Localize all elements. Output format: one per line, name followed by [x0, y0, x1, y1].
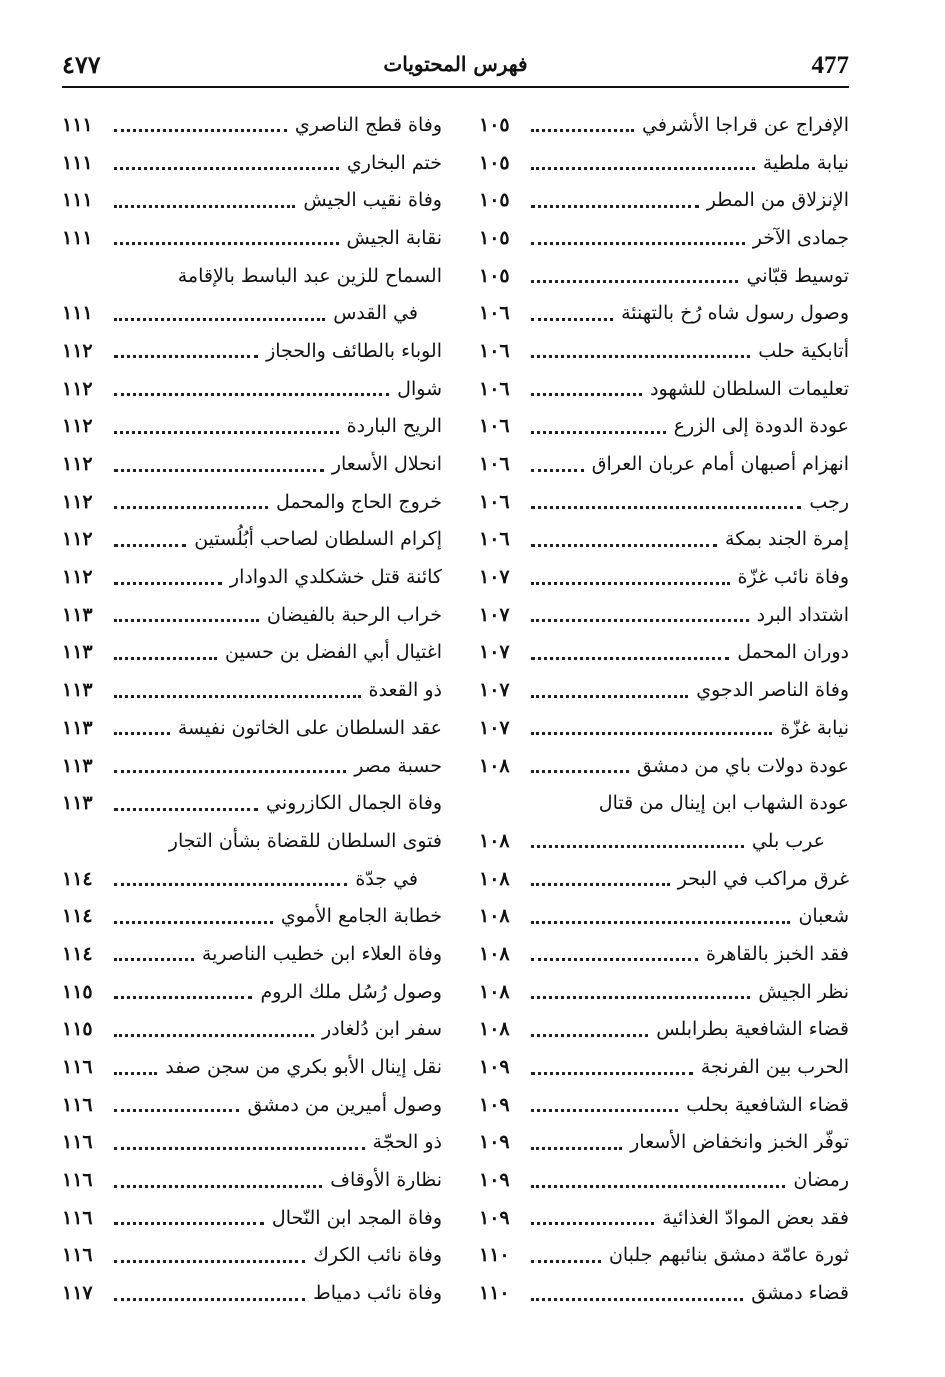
toc-entry: [62, 106, 442, 144]
toc-entry-page-number: ١١٢: [62, 528, 93, 551]
toc-entry-title: نيابة ملطية: [762, 151, 849, 174]
dot-leader: [114, 695, 361, 698]
toc-entry-title: اشتداد البرد: [756, 603, 849, 626]
toc-entry-page-number: ١١٤: [62, 905, 93, 928]
dot-leader: [114, 883, 347, 886]
toc-entry-title: جمادى الآخر: [752, 226, 849, 249]
toc-entry: [62, 1011, 442, 1049]
dot-leader: [531, 1298, 743, 1301]
dot-leader: [531, 619, 749, 622]
toc-column-right: [479, 106, 849, 1312]
toc-entry-title: في القدس: [333, 302, 418, 325]
toc-entry-page-number: ١٠٧: [479, 679, 510, 702]
toc-entry-page-number: ١٠٩: [479, 1169, 510, 1192]
toc-entry-page-number: ١٠٧: [479, 566, 510, 589]
toc-entry-page-number: ١٠٦: [479, 302, 510, 325]
dot-leader: [531, 280, 738, 283]
dot-leader: [531, 393, 642, 396]
toc-entry-page-number: ١١٢: [62, 453, 93, 476]
page-number-latin: 477: [811, 52, 849, 79]
toc-entry-title: كائنة قتل خشكلدي الدوادار: [229, 566, 442, 589]
toc-column-left: [62, 106, 442, 1312]
dot-leader: [114, 506, 268, 509]
dot-leader: [114, 770, 346, 773]
dot-leader: [114, 167, 339, 170]
toc-entry: [62, 257, 442, 295]
toc-entry: [479, 483, 849, 521]
toc-entry-page-number: ١١٢: [62, 415, 93, 438]
toc-entry: [479, 257, 849, 295]
toc-entry: [62, 294, 442, 332]
dot-leader: [531, 1072, 693, 1075]
toc-entry-page-number: ١١٠: [479, 1244, 510, 1267]
toc-entry-page-number: ١٠٧: [479, 641, 510, 664]
toc-entry: [479, 1086, 849, 1124]
toc-entry: [479, 294, 849, 332]
dot-leader: [114, 1034, 314, 1037]
toc-entry: [479, 897, 849, 935]
toc-entry-page-number: ١٠٦: [479, 415, 510, 438]
toc-entry-page-number: ١٠٦: [479, 453, 510, 476]
dot-leader: [114, 1147, 365, 1150]
dot-leader: [114, 1109, 239, 1112]
toc-entry-page-number: ١٠٥: [479, 226, 510, 249]
dot-leader: [114, 242, 339, 245]
toc-entry-page-number: ١٠٨: [479, 754, 510, 777]
toc-entry: [479, 181, 849, 219]
dot-leader: [531, 167, 755, 170]
toc-entry-title: نقل إينال الأبو بكري من سجن صفد: [165, 1056, 442, 1079]
toc-entry: [62, 408, 442, 446]
toc-entry-page-number: ١٠٦: [479, 490, 510, 513]
toc-entry-title: وصول رسول شاه رُخ بالتهنئة: [621, 302, 849, 325]
dot-leader: [114, 1222, 264, 1225]
toc-entry-page-number: ١١١: [62, 113, 93, 136]
toc-entry-title: قضاء الشافعية بطرابلس: [656, 1018, 849, 1041]
toc-entry-page-number: ١١١: [62, 226, 93, 249]
toc-entry-title: قضاء دمشق: [751, 1282, 849, 1305]
toc-entry: [62, 558, 442, 596]
dot-leader: [114, 732, 170, 735]
toc-entry-page-number: ١١٧: [62, 1282, 93, 1305]
toc-entry-page-number: ١١٢: [62, 490, 93, 513]
dot-leader: [531, 996, 750, 999]
dot-leader: [531, 242, 745, 245]
dot-leader: [114, 657, 217, 660]
toc-entry-page-number: ١١٤: [62, 942, 93, 965]
toc-entry-title: سفر ابن دُلغادر: [322, 1018, 442, 1041]
toc-entry-title: ختم البخاري: [346, 151, 442, 174]
toc-entry-page-number: ١١٣: [62, 792, 93, 815]
toc-entry: [62, 483, 442, 521]
toc-entry-page-number: ١١٦: [62, 1169, 93, 1192]
dot-leader: [114, 921, 273, 924]
toc-entry: [479, 106, 849, 144]
toc-entry: [479, 370, 849, 408]
toc-entry-page-number: ١١٦: [62, 1093, 93, 1116]
toc-entry: [479, 784, 849, 822]
toc-entry: [62, 1237, 442, 1275]
toc-entry-title: عودة الدودة إلى الزرع: [673, 415, 849, 438]
toc-entry-page-number: ١٠٨: [479, 942, 510, 965]
toc-entry-title: غرق مراكب في البحر: [677, 867, 849, 890]
toc-entry: [62, 973, 442, 1011]
toc-entry-title: عودة دولات باي من دمشق: [636, 754, 849, 777]
toc-entry-title: تعليمات السلطان للشهود: [650, 377, 849, 400]
dot-leader: [531, 1109, 678, 1112]
toc-entry-title: في جدّة: [355, 867, 418, 890]
toc-entry-page-number: ١١١: [62, 151, 93, 174]
toc-entry-page-number: ١١٥: [62, 980, 93, 1003]
toc-entry: [479, 1011, 849, 1049]
dot-leader: [114, 205, 295, 208]
toc-entry-title: نظارة الأوقاف: [330, 1169, 442, 1192]
toc-entry: [479, 219, 849, 257]
toc-entry-title: وفاة قطج الناصري: [294, 113, 442, 136]
toc-entry-page-number: ١٠٦: [479, 528, 510, 551]
toc-entry-title: نيابة غزّة: [780, 716, 849, 739]
page-title: فهرس المحتويات: [383, 52, 528, 76]
toc-entry-page-number: ١١٤: [62, 867, 93, 890]
toc-entry-title: وفاة العلاء ابن خطيب الناصرية: [201, 942, 442, 965]
toc-entry: [62, 747, 442, 785]
dot-leader: [531, 845, 744, 848]
dot-leader: [531, 695, 688, 698]
toc-entry-page-number: ١٠٥: [479, 189, 510, 212]
toc-entry-page-number: ١١٦: [62, 1244, 93, 1267]
dot-leader: [114, 582, 222, 585]
dot-leader: [531, 506, 801, 509]
toc-entry: [479, 709, 849, 747]
toc-entry-title: رجب: [809, 490, 849, 513]
toc-entry-title: ثورة عامّة دمشق بنائبهم جلبان: [608, 1244, 849, 1267]
toc-entry: [62, 144, 442, 182]
toc-entry-title: الحرب بين الفرنجة: [700, 1056, 849, 1079]
toc-entry-title: فقد الخبز بالقاهرة: [705, 942, 849, 965]
toc-entry-page-number: ١٠٩: [479, 1093, 510, 1116]
toc-entry: [62, 1274, 442, 1312]
toc-entry: [479, 1274, 849, 1312]
toc-entry: [62, 181, 442, 219]
toc-entry-page-number: ١٠٥: [479, 151, 510, 174]
toc-entry: [62, 860, 442, 898]
dot-leader: [114, 129, 287, 132]
toc-entry-title: دوران المحمل: [737, 641, 849, 664]
toc-entry: [479, 596, 849, 634]
toc-entry-title: وفاة نائب الكرك: [313, 1244, 442, 1267]
toc-entry-page-number: ١١٢: [62, 377, 93, 400]
toc-entry-page-number: ١١٣: [62, 716, 93, 739]
toc-entry-title: وفاة نائب دمياط: [313, 1282, 442, 1305]
toc-entry: [479, 1161, 849, 1199]
toc-entry-page-number: ١١٣: [62, 641, 93, 664]
dot-leader: [114, 958, 194, 961]
dot-leader: [531, 883, 670, 886]
toc-entry-title: عودة الشهاب ابن إينال من قتال: [598, 792, 849, 815]
toc-entry: [479, 1048, 849, 1086]
toc-entry-title: وفاة الناصر الدجوي: [696, 679, 849, 702]
toc-entry: [62, 1199, 442, 1237]
toc-entry-title: انهزام أصبهان أمام عربان العراق: [591, 453, 849, 476]
dot-leader: [114, 469, 324, 472]
dot-leader: [531, 129, 634, 132]
dot-leader: [531, 582, 730, 585]
toc-entry: [479, 1199, 849, 1237]
toc-entry: [479, 558, 849, 596]
dot-leader: [531, 1185, 785, 1188]
toc-entry-title: الوباء بالطائف والحجاز: [266, 339, 442, 362]
dot-leader: [114, 1260, 305, 1263]
toc-entry-page-number: ١١٦: [62, 1056, 93, 1079]
toc-entry-title: شعبان: [798, 905, 849, 928]
dot-leader: [531, 732, 772, 735]
toc-entry: [479, 822, 849, 860]
dot-leader: [531, 355, 750, 358]
toc-entry-title: انحلال الأسعار: [331, 453, 442, 476]
toc-entry: [62, 634, 442, 672]
toc-entry-title: وصول رُسُل ملك الروم: [260, 980, 442, 1003]
toc-entry-title: فقد بعض الموادّ الغذائية: [662, 1206, 849, 1229]
toc-entry-page-number: ١١٥: [62, 1018, 93, 1041]
toc-entry-title: الإنزلاق من المطر: [706, 189, 849, 212]
toc-entry: [62, 897, 442, 935]
toc-entry-page-number: ١١٦: [62, 1206, 93, 1229]
toc-entry: [479, 144, 849, 182]
toc-entry-title: توسيط قبّاني: [746, 264, 849, 287]
dot-leader: [114, 318, 325, 321]
dot-leader: [531, 318, 613, 321]
toc-entry-title: وفاة نائب غزّة: [737, 566, 849, 589]
toc-entry-title: ذو القعدة: [368, 679, 442, 702]
toc-entry-page-number: ١٠٩: [479, 1056, 510, 1079]
toc-entry-page-number: ١١٢: [62, 566, 93, 589]
toc-entry: [479, 521, 849, 559]
toc-entry: [62, 709, 442, 747]
toc-entry: [479, 445, 849, 483]
dot-leader: [531, 1222, 654, 1225]
toc-entry: [479, 747, 849, 785]
toc-entry: [479, 332, 849, 370]
toc-entry: [479, 860, 849, 898]
toc-entry-page-number: ١٠٩: [479, 1131, 510, 1154]
toc-entry: [62, 596, 442, 634]
toc-entry: [62, 1124, 442, 1162]
dot-leader: [531, 1260, 601, 1263]
toc-entry-page-number: ١١٣: [62, 754, 93, 777]
toc-entry-title: حسبة مصر: [354, 754, 442, 777]
toc-entry-page-number: ١١٠: [479, 1282, 510, 1305]
toc-entry: [62, 1161, 442, 1199]
toc-entry-title: السماح للزين عبد الباسط بالإقامة: [177, 264, 442, 287]
dot-leader: [531, 431, 666, 434]
toc-entry-page-number: ١١٣: [62, 679, 93, 702]
toc-entry: [479, 973, 849, 1011]
toc-entry: [479, 408, 849, 446]
toc-entry-title: نقابة الجيش: [346, 226, 442, 249]
toc-entry-page-number: ١٠٨: [479, 980, 510, 1003]
dot-leader: [114, 393, 389, 396]
toc-entry: [479, 1124, 849, 1162]
toc-entry: [62, 784, 442, 822]
toc-entry-page-number: ١١٢: [62, 339, 93, 362]
dot-leader: [114, 808, 258, 811]
dot-leader: [531, 544, 717, 547]
toc-entry: [479, 634, 849, 672]
dot-leader: [114, 996, 252, 999]
toc-entry-title: عرب بلي: [751, 829, 825, 852]
toc-entry-title: وفاة المجد ابن النّحال: [271, 1206, 442, 1229]
toc-entry: [62, 445, 442, 483]
dot-leader: [114, 1072, 157, 1075]
dot-leader: [531, 770, 629, 773]
toc-entry-page-number: ١٠٨: [479, 905, 510, 928]
toc-entry: [62, 1048, 442, 1086]
dot-leader: [531, 1034, 648, 1037]
toc-entry-title: وصول أميرين من دمشق: [247, 1093, 442, 1116]
toc-entry-title: وفاة الجمال الكازروني: [266, 792, 442, 815]
toc-entry: [62, 671, 442, 709]
toc-entry-title: رمضان: [793, 1169, 849, 1192]
toc-entry-page-number: ١٠٨: [479, 1018, 510, 1041]
dot-leader: [114, 355, 258, 358]
toc-entry-title: اغتيال أبي الفضل بن حسين: [224, 641, 442, 664]
dot-leader: [114, 1298, 305, 1301]
toc-entry-title: وفاة نقيب الجيش: [303, 189, 442, 212]
toc-entry-title: عقد السلطان على الخاتون نفيسة: [177, 716, 442, 739]
toc-entry-page-number: ١٠٧: [479, 716, 510, 739]
toc-entry-title: أتابكية حلب: [758, 339, 849, 362]
toc-entry-title: الريح الباردة: [346, 415, 442, 438]
toc-entry-title: فتوى السلطان للقضاة بشأن التجار: [168, 829, 442, 852]
toc-entry: [479, 671, 849, 709]
dot-leader: [531, 921, 790, 924]
toc-entry: [62, 521, 442, 559]
toc-entry-title: ذو الحجّة: [372, 1131, 442, 1154]
dot-leader: [531, 1147, 622, 1150]
toc-entry-page-number: ١٠٨: [479, 829, 510, 852]
dot-leader: [531, 205, 699, 208]
dot-leader: [531, 469, 584, 472]
toc-entry: [62, 370, 442, 408]
toc-entry: [62, 219, 442, 257]
toc-entry-page-number: ١١١: [62, 302, 93, 325]
toc-entry-title: توفّر الخبز وانخفاض الأسعار: [630, 1131, 849, 1154]
toc-entry-page-number: ١١٣: [62, 603, 93, 626]
dot-leader: [531, 958, 698, 961]
toc-entry-page-number: ١٠٦: [479, 339, 510, 362]
toc-entry-title: قضاء الشافعية بحلب: [686, 1093, 849, 1116]
toc-entry-page-number: ١٠٥: [479, 113, 510, 136]
toc-entry-title: شوال: [397, 377, 442, 400]
page-number-arabic: ٤٧٧: [62, 50, 101, 79]
dot-leader: [114, 544, 186, 547]
toc-entry: [479, 1237, 849, 1275]
toc-entry-title: خراب الرحبة بالفيضان: [266, 603, 442, 626]
dot-leader: [114, 1185, 322, 1188]
toc-entry-page-number: ١١١: [62, 189, 93, 212]
toc-entry-page-number: ١٠٥: [479, 264, 510, 287]
toc-entry: [479, 935, 849, 973]
toc-entry-title: خطابة الجامع الأموي: [280, 905, 442, 928]
toc-entry: [62, 822, 442, 860]
toc-entry-page-number: ١٠٦: [479, 377, 510, 400]
toc-entry-title: الإفراج عن قراجا الأشرفي: [642, 113, 849, 136]
toc-entry-page-number: ١٠٩: [479, 1206, 510, 1229]
toc-entry: [62, 1086, 442, 1124]
toc-entry-page-number: ١١٦: [62, 1131, 93, 1154]
toc-entry: [62, 332, 442, 370]
toc-entry-title: نظر الجيش: [758, 980, 849, 1003]
toc-entry: [62, 935, 442, 973]
dot-leader: [114, 619, 259, 622]
toc-entry-page-number: ١٠٧: [479, 603, 510, 626]
toc-entry-title: إمرة الجند بمكة: [725, 528, 849, 551]
dot-leader: [531, 657, 729, 660]
toc-entry-title: إكرام السلطان لصاحب أبُلُستين: [194, 528, 442, 551]
toc-entry-title: خروج الحاج والمحمل: [276, 490, 442, 513]
dot-leader: [114, 431, 339, 434]
page-header: [62, 46, 849, 88]
toc-entry-page-number: ١٠٨: [479, 867, 510, 890]
